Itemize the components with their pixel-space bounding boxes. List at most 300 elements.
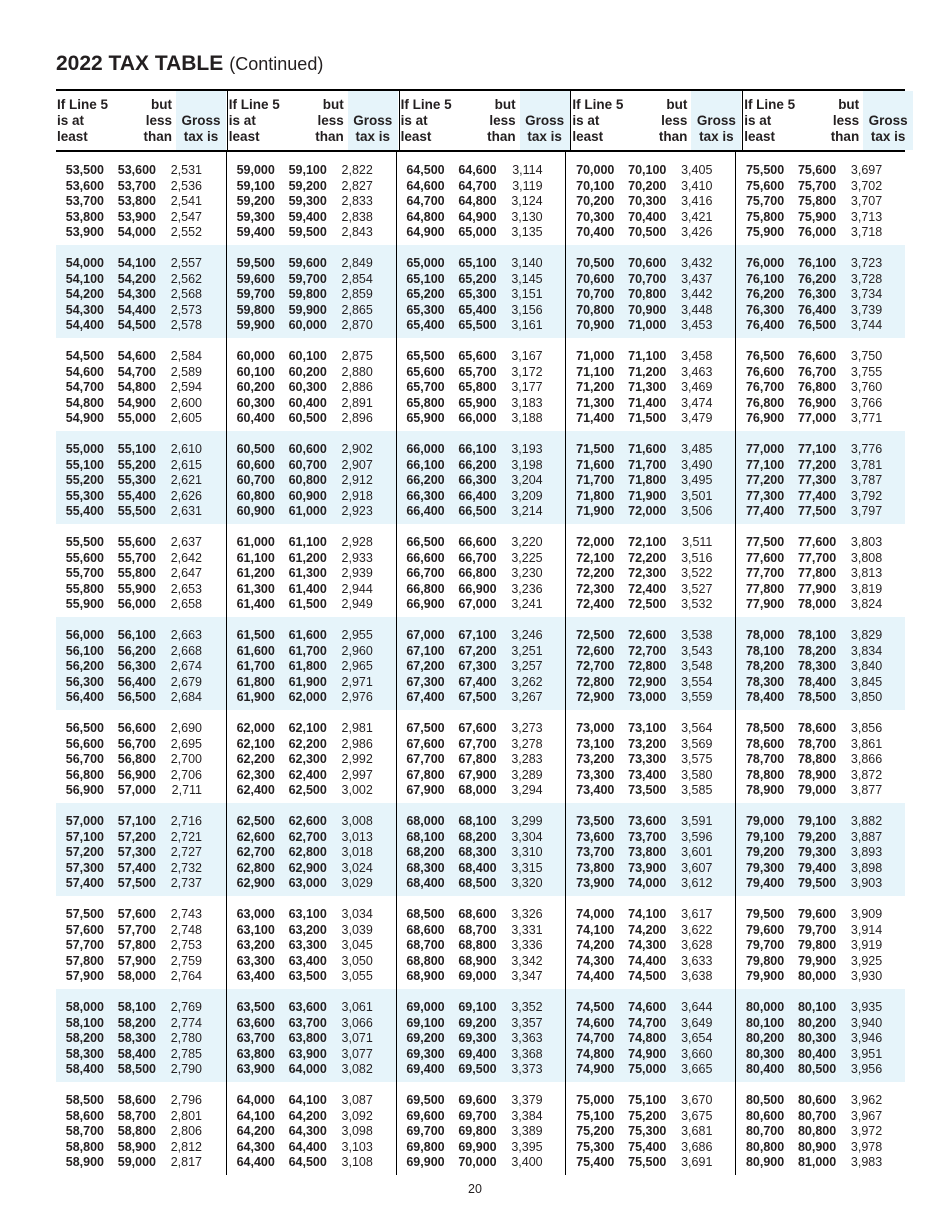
table-row <box>566 768 735 784</box>
gross-tax-value: 2,822 <box>341 163 373 177</box>
table-row <box>566 938 735 954</box>
table-row <box>397 256 566 272</box>
table-row <box>566 628 735 644</box>
gross-tax-value: 3,522 <box>681 566 713 580</box>
at-least-value: 58,000 <box>65 1000 104 1014</box>
at-least-value: 53,800 <box>65 209 104 224</box>
at-least-value: 67,700 <box>406 752 445 766</box>
gross-tax-value: 3,532 <box>681 597 713 611</box>
gross-tax-value: 2,626 <box>170 488 202 503</box>
column-block <box>735 710 905 803</box>
gross-tax-value: 3,077 <box>341 1046 373 1061</box>
table-row <box>736 954 905 970</box>
less-than-value: 81,000 <box>797 1155 837 1169</box>
less-than-value: 63,900 <box>288 1046 327 1061</box>
at-least-value: 78,300 <box>745 674 785 689</box>
at-least-value: 55,800 <box>65 581 104 596</box>
at-least-value: 71,800 <box>576 488 615 503</box>
less-than-value: 73,700 <box>628 829 667 844</box>
at-least-value: 68,700 <box>406 938 445 952</box>
gross-tax-value: 3,654 <box>681 1031 713 1045</box>
at-least-value: 54,000 <box>65 256 104 270</box>
less-than-value: 79,600 <box>797 907 837 921</box>
column-block <box>396 989 566 1082</box>
table-row <box>56 473 226 489</box>
gross-tax-value: 3,808 <box>850 550 883 565</box>
at-least-value: 67,400 <box>406 690 445 704</box>
at-least-value: 57,000 <box>65 814 104 828</box>
less-than-value: 77,700 <box>797 550 837 565</box>
row-group <box>56 152 905 245</box>
gross-tax-value: 2,541 <box>170 194 202 208</box>
gross-tax-value: 3,887 <box>850 829 883 844</box>
gross-tax-value: 3,919 <box>850 938 883 952</box>
table-row <box>56 969 226 985</box>
less-than-value: 65,400 <box>458 302 497 317</box>
at-least-value: 72,100 <box>576 550 615 565</box>
less-than-value: 76,200 <box>797 271 837 286</box>
less-than-value: 67,300 <box>458 659 497 673</box>
table-row <box>56 644 226 660</box>
less-than-value: 58,800 <box>117 1124 156 1138</box>
table-row <box>566 752 735 768</box>
header-col1: If Line 5 is at least <box>572 97 624 144</box>
less-than-value: 58,000 <box>117 969 156 983</box>
header-col2: but less than <box>658 97 688 144</box>
at-least-value: 73,800 <box>576 860 615 875</box>
gross-tax-value: 3,628 <box>681 938 713 952</box>
table-row <box>56 396 226 412</box>
table-row <box>736 551 905 567</box>
less-than-value: 73,900 <box>628 860 667 875</box>
table-row <box>736 396 905 412</box>
less-than-value: 73,500 <box>628 783 667 797</box>
table-row <box>56 256 226 272</box>
table-row <box>566 163 735 179</box>
row-group <box>56 896 905 989</box>
at-least-value: 58,700 <box>65 1124 104 1138</box>
gross-tax-value: 2,843 <box>341 225 373 239</box>
table-row <box>227 380 396 396</box>
table-row <box>56 225 226 241</box>
less-than-value: 66,100 <box>458 442 497 456</box>
gross-tax-value: 2,790 <box>170 1062 202 1076</box>
at-least-value: 70,100 <box>576 178 615 193</box>
gross-tax-value: 2,912 <box>341 473 373 487</box>
less-than-value: 53,900 <box>117 209 156 224</box>
table-row <box>56 830 226 846</box>
table-row <box>566 489 735 505</box>
less-than-value: 55,300 <box>117 473 156 487</box>
gross-tax-value: 3,898 <box>850 860 883 875</box>
at-least-value: 76,400 <box>745 318 785 332</box>
gross-tax-value: 3,437 <box>681 271 713 286</box>
less-than-value: 62,600 <box>288 814 327 828</box>
column-block <box>735 896 905 989</box>
less-than-value: 76,900 <box>797 395 837 410</box>
at-least-value: 65,800 <box>406 395 445 410</box>
less-than-value: 67,000 <box>458 597 497 611</box>
gross-tax-value: 3,013 <box>341 829 373 844</box>
at-least-value: 76,100 <box>745 271 785 286</box>
gross-tax-value: 3,161 <box>511 318 543 332</box>
gross-tax-value: 3,055 <box>341 969 373 983</box>
less-than-value: 64,700 <box>458 178 497 193</box>
gross-tax-value: 2,859 <box>341 287 373 301</box>
gross-tax-value: 2,833 <box>341 194 373 208</box>
table-row <box>56 1093 226 1109</box>
table-row <box>397 675 566 691</box>
less-than-value: 66,600 <box>458 535 497 549</box>
table-row <box>397 1016 566 1032</box>
column-block <box>56 803 226 896</box>
table-row <box>56 1155 226 1171</box>
row-group <box>56 710 905 803</box>
table-row <box>736 225 905 241</box>
gross-tax-value: 3,384 <box>511 1108 543 1123</box>
at-least-value: 63,300 <box>236 953 275 968</box>
gross-tax-value: 3,310 <box>511 845 543 859</box>
table-row <box>56 814 226 830</box>
less-than-value: 62,900 <box>288 860 327 875</box>
table-row <box>736 256 905 272</box>
header-group <box>742 91 913 150</box>
less-than-value: 56,000 <box>117 597 156 611</box>
less-than-value: 75,700 <box>797 178 837 193</box>
at-least-value: 64,800 <box>406 209 445 224</box>
at-least-value: 80,300 <box>745 1046 785 1061</box>
less-than-value: 68,900 <box>458 953 497 968</box>
gross-tax-value: 2,992 <box>341 752 373 766</box>
less-than-value: 79,500 <box>797 876 837 890</box>
less-than-value: 57,100 <box>117 814 156 828</box>
less-than-value: 62,000 <box>288 690 327 704</box>
gross-tax-value: 3,018 <box>341 845 373 859</box>
less-than-value: 80,000 <box>797 969 837 983</box>
less-than-value: 58,700 <box>117 1108 156 1123</box>
at-least-value: 78,500 <box>745 721 785 735</box>
header-col2: but less than <box>315 97 344 144</box>
gross-tax-value: 3,209 <box>511 488 543 503</box>
gross-tax-value: 3,140 <box>511 256 543 270</box>
less-than-value: 56,500 <box>117 690 156 704</box>
column-block <box>565 245 735 338</box>
less-than-value: 77,300 <box>797 473 837 487</box>
at-least-value: 66,900 <box>406 597 445 611</box>
column-block <box>735 617 905 710</box>
column-block <box>565 896 735 989</box>
table-row <box>397 1109 566 1125</box>
less-than-value: 70,800 <box>628 287 667 301</box>
table-row <box>227 365 396 381</box>
at-least-value: 58,400 <box>65 1062 104 1076</box>
gross-tax-value: 2,997 <box>341 767 373 782</box>
at-least-value: 73,000 <box>576 721 615 735</box>
gross-tax-value: 2,896 <box>341 411 373 425</box>
table-row <box>56 1140 226 1156</box>
less-than-value: 70,700 <box>628 271 667 286</box>
table-row <box>227 210 396 226</box>
gross-tax-value: 3,956 <box>850 1062 883 1076</box>
table-row <box>397 659 566 675</box>
less-than-value: 79,200 <box>797 829 837 844</box>
less-than-value: 78,900 <box>797 767 837 782</box>
less-than-value: 69,600 <box>458 1093 497 1107</box>
table-row <box>397 504 566 520</box>
table-row <box>397 1155 566 1171</box>
table-row <box>566 907 735 923</box>
table-row <box>56 907 226 923</box>
less-than-value: 75,500 <box>628 1155 667 1169</box>
gross-tax-value: 3,771 <box>850 411 883 425</box>
column-block <box>56 1082 226 1175</box>
table-row <box>397 194 566 210</box>
at-least-value: 70,500 <box>576 256 615 270</box>
less-than-value: 71,000 <box>628 318 667 332</box>
column-block <box>735 152 905 245</box>
header-group <box>56 91 226 150</box>
less-than-value: 72,200 <box>628 550 667 565</box>
gross-tax-value: 3,474 <box>681 395 713 410</box>
table-row <box>566 566 735 582</box>
at-least-value: 69,200 <box>406 1031 445 1045</box>
table-row <box>736 628 905 644</box>
at-least-value: 61,600 <box>236 643 275 658</box>
at-least-value: 55,600 <box>65 550 104 565</box>
gross-tax-value: 3,071 <box>341 1031 373 1045</box>
column-block <box>735 1082 905 1175</box>
table-row <box>56 737 226 753</box>
table-row <box>227 1093 396 1109</box>
gross-tax-value: 3,649 <box>681 1015 713 1030</box>
at-least-value: 72,000 <box>576 535 615 549</box>
table-row <box>397 752 566 768</box>
gross-tax-value: 3,061 <box>341 1000 373 1014</box>
less-than-value: 77,200 <box>797 457 837 472</box>
less-than-value: 70,500 <box>628 225 667 239</box>
less-than-value: 73,000 <box>628 690 667 704</box>
at-least-value: 77,900 <box>745 597 785 611</box>
table-row <box>566 954 735 970</box>
table-row <box>397 566 566 582</box>
header-col3: Gross tax is <box>176 91 226 150</box>
less-than-value: 73,200 <box>628 736 667 751</box>
less-than-value: 77,100 <box>797 442 837 456</box>
gross-tax-value: 3,707 <box>850 194 883 208</box>
table-row <box>397 845 566 861</box>
gross-tax-value: 2,711 <box>171 783 202 797</box>
column-block <box>226 431 396 524</box>
table-row <box>227 876 396 892</box>
gross-tax-value: 3,108 <box>341 1155 373 1169</box>
column-block <box>565 989 735 1082</box>
less-than-value: 80,800 <box>797 1124 837 1138</box>
at-least-value: 65,600 <box>406 364 445 379</box>
less-than-value: 69,000 <box>458 969 497 983</box>
gross-tax-value: 2,589 <box>170 364 202 379</box>
row-group <box>56 245 905 338</box>
gross-tax-value: 3,135 <box>511 225 543 239</box>
gross-tax-value: 3,103 <box>341 1139 373 1154</box>
at-least-value: 72,900 <box>576 690 615 704</box>
at-least-value: 68,200 <box>406 845 445 859</box>
table-row <box>227 737 396 753</box>
less-than-value: 55,600 <box>117 535 156 549</box>
gross-tax-value: 3,262 <box>511 674 543 689</box>
less-than-value: 68,500 <box>458 876 497 890</box>
less-than-value: 78,400 <box>797 674 837 689</box>
table-row <box>736 442 905 458</box>
table-row <box>56 1062 226 1078</box>
tax-table <box>56 89 908 1175</box>
gross-tax-value: 3,925 <box>850 953 883 968</box>
less-than-value: 66,300 <box>458 473 497 487</box>
table-row <box>566 845 735 861</box>
column-block <box>56 710 226 803</box>
at-least-value: 80,100 <box>745 1015 785 1030</box>
gross-tax-value: 2,653 <box>170 581 202 596</box>
gross-tax-value: 3,797 <box>850 504 883 518</box>
less-than-value: 64,800 <box>458 194 497 208</box>
table-row <box>736 737 905 753</box>
table-row <box>566 737 735 753</box>
gross-tax-value: 3,331 <box>511 922 543 937</box>
less-than-value: 69,500 <box>458 1062 497 1076</box>
less-than-value: 67,700 <box>458 736 497 751</box>
less-than-value: 57,300 <box>117 845 156 859</box>
gross-tax-value: 2,679 <box>170 674 202 689</box>
table-row <box>566 551 735 567</box>
less-than-value: 60,800 <box>288 473 327 487</box>
less-than-value: 77,500 <box>797 504 837 518</box>
table-row <box>736 659 905 675</box>
less-than-value: 68,100 <box>458 814 497 828</box>
at-least-value: 65,000 <box>406 256 445 270</box>
gross-tax-value: 3,151 <box>511 287 543 301</box>
less-than-value: 68,400 <box>458 860 497 875</box>
less-than-value: 69,800 <box>458 1124 497 1138</box>
at-least-value: 79,500 <box>745 907 785 921</box>
gross-tax-value: 3,114 <box>512 163 543 177</box>
gross-tax-value: 3,660 <box>681 1046 713 1061</box>
less-than-value: 71,100 <box>628 349 667 363</box>
less-than-value: 55,700 <box>117 550 156 565</box>
table-row <box>566 318 735 334</box>
gross-tax-value: 3,622 <box>681 922 713 937</box>
gross-tax-value: 2,674 <box>170 659 202 673</box>
table-row <box>56 1016 226 1032</box>
less-than-value: 62,700 <box>288 829 327 844</box>
less-than-value: 54,100 <box>117 256 156 270</box>
at-least-value: 65,500 <box>406 349 445 363</box>
at-least-value: 71,700 <box>576 473 615 487</box>
table-row <box>56 272 226 288</box>
at-least-value: 75,400 <box>576 1155 615 1169</box>
at-least-value: 60,500 <box>236 442 275 456</box>
less-than-value: 62,800 <box>288 845 327 859</box>
gross-tax-value: 3,893 <box>850 845 883 859</box>
table-row <box>227 845 396 861</box>
table-row <box>736 1109 905 1125</box>
table-row <box>397 969 566 985</box>
less-than-value: 55,900 <box>117 581 156 596</box>
gross-tax-value: 2,573 <box>170 302 202 317</box>
gross-tax-value: 3,426 <box>681 225 713 239</box>
less-than-value: 64,000 <box>288 1062 327 1076</box>
table-row <box>56 504 226 520</box>
column-block <box>226 803 396 896</box>
at-least-value: 66,800 <box>406 581 445 596</box>
gross-tax-value: 2,700 <box>170 752 202 766</box>
less-than-value: 75,000 <box>628 1062 667 1076</box>
less-than-value: 71,400 <box>628 395 667 410</box>
at-least-value: 79,700 <box>745 938 785 952</box>
at-least-value: 58,200 <box>65 1031 104 1045</box>
less-than-value: 57,000 <box>117 783 156 797</box>
at-least-value: 80,900 <box>745 1155 785 1169</box>
gross-tax-value: 3,495 <box>681 473 713 487</box>
at-least-value: 77,400 <box>745 504 785 518</box>
gross-tax-value: 3,463 <box>681 364 713 379</box>
column-block <box>56 989 226 1082</box>
table-row <box>566 194 735 210</box>
header-col1: If Line 5 is at least <box>228 97 280 144</box>
at-least-value: 62,300 <box>236 767 275 782</box>
gross-tax-value: 3,681 <box>681 1124 713 1138</box>
gross-tax-value: 2,780 <box>170 1031 202 1045</box>
table-row <box>56 783 226 799</box>
table-row <box>227 752 396 768</box>
table-row <box>566 396 735 412</box>
gross-tax-value: 3,511 <box>682 535 713 549</box>
less-than-value: 54,700 <box>117 364 156 379</box>
table-row <box>736 582 905 598</box>
gross-tax-value: 2,875 <box>341 349 373 363</box>
less-than-value: 64,200 <box>288 1108 327 1123</box>
table-row <box>736 721 905 737</box>
less-than-value: 58,500 <box>117 1062 156 1076</box>
less-than-value: 54,400 <box>117 302 156 317</box>
table-row <box>566 1109 735 1125</box>
at-least-value: 76,600 <box>745 364 785 379</box>
table-row <box>736 830 905 846</box>
table-row <box>227 644 396 660</box>
less-than-value: 60,000 <box>288 318 327 332</box>
header-col2: but less than <box>143 97 172 144</box>
less-than-value: 77,400 <box>797 488 837 503</box>
less-than-value: 68,600 <box>458 907 497 921</box>
at-least-value: 72,700 <box>576 659 615 673</box>
at-least-value: 60,200 <box>236 380 275 394</box>
title-main: 2022 TAX TABLE <box>56 52 224 75</box>
gross-tax-value: 3,421 <box>681 209 713 224</box>
at-least-value: 61,900 <box>236 690 275 704</box>
at-least-value: 69,800 <box>406 1139 445 1154</box>
table-row <box>566 225 735 241</box>
gross-tax-value: 3,744 <box>850 318 883 332</box>
table-row <box>227 1124 396 1140</box>
gross-tax-value: 3,432 <box>681 256 713 270</box>
gross-tax-value: 3,352 <box>511 1000 543 1014</box>
less-than-value: 54,500 <box>117 318 156 332</box>
at-least-value: 60,100 <box>236 364 275 379</box>
at-least-value: 66,700 <box>406 566 445 580</box>
less-than-value: 77,000 <box>797 411 837 425</box>
at-least-value: 54,200 <box>65 287 104 301</box>
at-least-value: 70,600 <box>576 271 615 286</box>
gross-tax-value: 3,850 <box>850 690 883 704</box>
at-least-value: 67,500 <box>406 721 445 735</box>
